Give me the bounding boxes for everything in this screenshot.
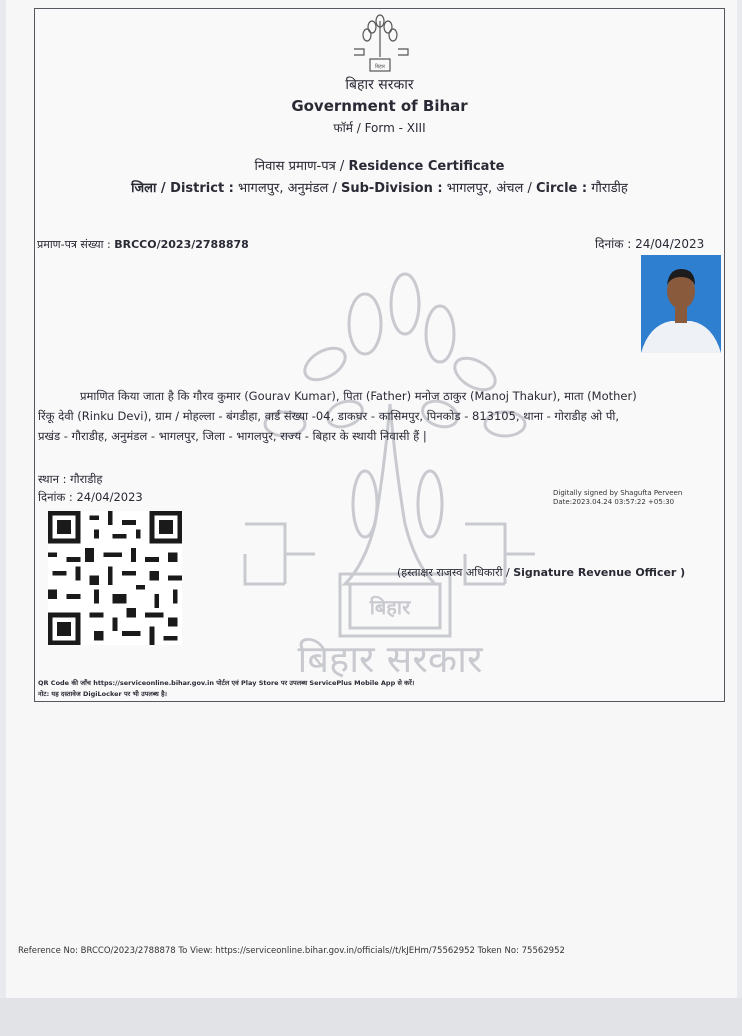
issue-date (595, 235, 704, 252)
applicant-photo (641, 255, 721, 353)
place-line: स्थान : गौराडीह (38, 472, 103, 486)
background-edge (0, 998, 742, 1036)
body-line-2: रिंकू देवी (Rinku Devi), ग्राम / मोहल्ला - बंगडीहा, वार्ड संख्या -04, डाकघर - कासिमपुर, पिनकोड - 813105, थाना - गोराडीह ओ पी, (38, 409, 620, 423)
issue-date-value: 24/04/2023 (635, 237, 705, 251)
footer-date-line: दिनांक : 24/04/2023 (38, 490, 143, 504)
gov-hindi-title: बिहार सरकार (345, 77, 414, 93)
district-label: जिला / District : (131, 181, 234, 196)
body-line-1: प्रमाणित किया जाता है कि गौरव कुमार (Gourav Kumar), पिता (Father) मनोज ठाकुर (Manoj Thakur), माता (Mother) (80, 389, 637, 403)
subdiv-value: भागलपुर, अंचल / (442, 181, 536, 196)
district-line (35, 178, 724, 196)
signature-hindi: (हस्ताक्षर राजस्व अधिकारी / (397, 566, 514, 579)
reference-line: Reference No: BRCCO/2023/2788878 To View: https://serviceonline.bihar.gov.in/officials//t/kJEHm/75562952 Token No: 75562952 (18, 946, 565, 956)
digital-signature-stamp (553, 489, 682, 507)
watermark-text: बिहार सरकार (297, 637, 483, 679)
paper-sheet (6, 0, 737, 1036)
circle-label: Circle : (535, 181, 588, 196)
body-line-3: प्रखंड - गौराडीह, अनुमंडल - भागलपुर, जिला - भागलपुर, राज्य - बिहार के स्थायी निवासी हैं | (38, 429, 427, 443)
gov-english-title: Government of Bihar (291, 97, 468, 115)
signature-line (397, 565, 685, 580)
issue-date-label: दिनांक : (595, 237, 632, 251)
signature-english: Signature Revenue Officer ) (513, 566, 686, 579)
emblem-caption: बिहार (374, 64, 386, 70)
certificate-type (35, 156, 724, 174)
cert-number-label: प्रमाण-पत्र संख्या : (37, 238, 111, 251)
watermark-tree-emblem (225, 264, 555, 679)
district-value: भागलपुर, अनुमंडल / (233, 181, 341, 196)
subdiv-label: Sub-Division : (340, 181, 443, 196)
watermark-gate-text: बिहार (369, 595, 411, 619)
digilocker-note: नोट: यह दस्तावेज DigiLocker पर भी उपलब्ध है। (38, 690, 167, 698)
certificate-number (37, 237, 249, 252)
qr-code (45, 511, 185, 645)
certificate-frame (34, 8, 725, 702)
form-number: फॉर्म / Form - XIII (333, 121, 426, 135)
qr-verification-note: QR Code की जाँच https://serviceonline.bihar.gov.in पोर्टल एवं Play Store पर उपलब्ध ServicePlus Mobile App से करें। (38, 679, 415, 687)
cert-type-english: Residence Certificate (348, 159, 505, 174)
digital-signature-line-2: Date:2023.04.24 03:57:22 +05:30 (553, 498, 675, 506)
circle-value: गौराडीह (587, 181, 628, 196)
cert-number-value: BRCCO/2023/2788878 (114, 238, 249, 251)
bihar-emblem (350, 13, 410, 79)
certificate-body (38, 386, 720, 446)
cert-type-hindi: निवास प्रमाण-पत्र / (254, 159, 349, 174)
digital-signature-line-1: Digitally signed by Shagufta Perveen (553, 489, 683, 497)
